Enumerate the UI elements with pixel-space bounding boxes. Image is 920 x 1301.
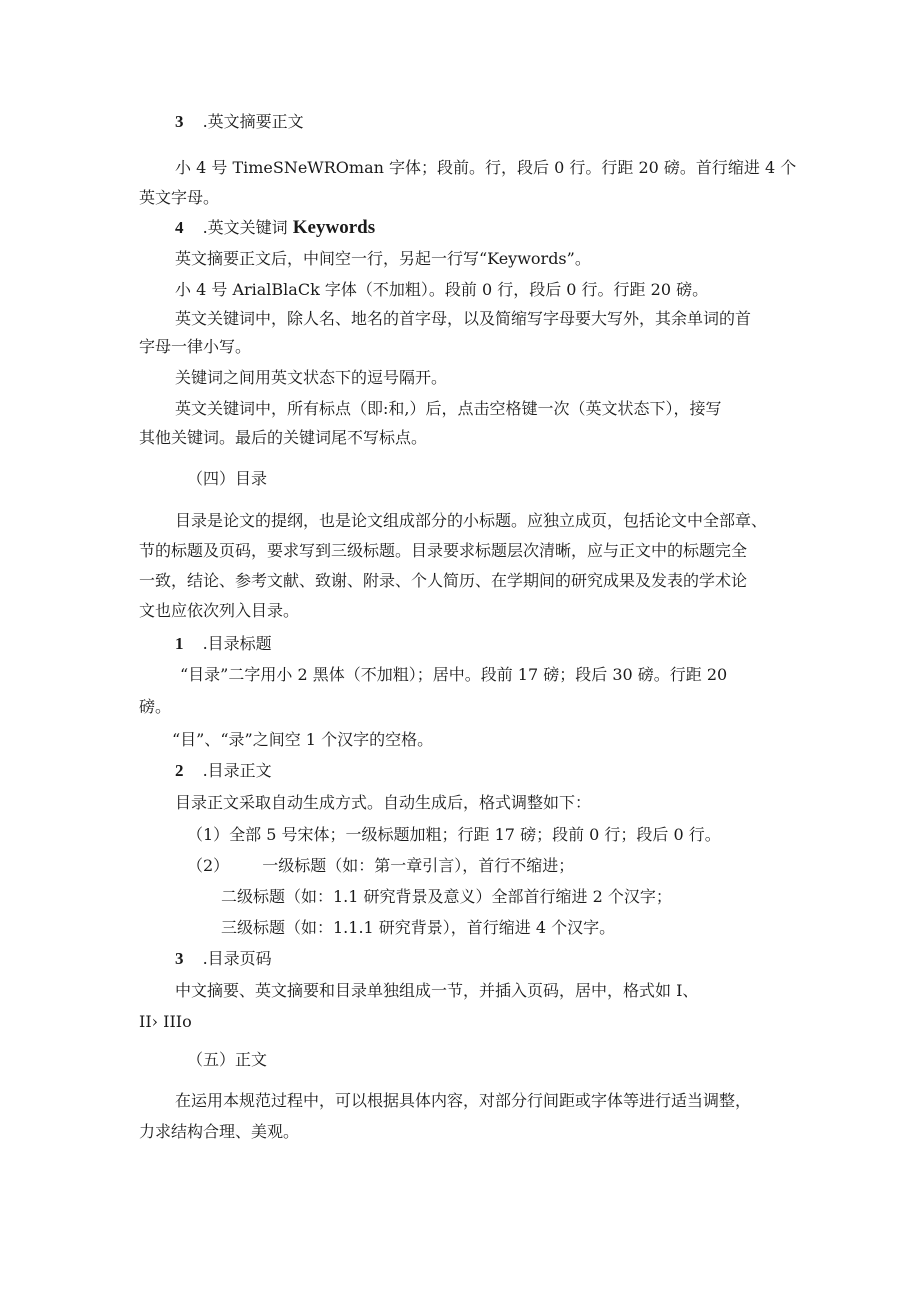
paragraph-line: 三级标题（如：1.1.1 研究背景），首行缩进 4 个汉字。 [221,918,616,937]
paragraph-line: “目录”二字用小 2 黑体（不加粗）；居中。段前 17 磅；段后 30 磅。行距 20 [180,665,728,684]
heading-text: .英文关键词 [202,218,288,237]
heading-en-abstract [175,111,304,133]
paragraph-line: （1）全部 5 号宋体；一级标题加粗；行距 17 磅；段前 0 行；段后 0 行。 [187,825,721,844]
paragraph-line: 在运用本规范过程中，可以根据具体内容，对部分行间距或字体等进行适当调整， [175,1091,752,1110]
paragraph-line: 小 4 号 ArialBlaCk 字体（不加粗）。段前 0 行，段后 0 行。行距 20 磅。 [175,280,709,299]
paragraph-line: “目”、“录”之间空 1 个汉字的空格。 [172,730,434,749]
heading-toc-body [175,760,272,782]
heading-toc-title [175,633,272,655]
heading-number: 4 [175,218,184,237]
heading-text: .目录正文 [202,761,272,780]
paragraph-line: 关键词之间用英文状态下的逗号隔开。 [175,368,448,387]
list-marker: （2） [187,856,230,875]
paragraph-line: 字母一律小写。 [139,337,252,356]
heading-text: .目录标题 [202,634,272,653]
heading-number: 3 [175,112,184,131]
heading-text: .英文摘要正文 [202,112,304,131]
paragraph-line: 中文摘要、英文摘要和目录单独组成一节，并插入页码，居中，格式如 I、 [175,981,699,1000]
paragraph-line: 文也应依次列入目录。 [139,601,300,620]
paragraph-line: 其他关键词。最后的关键词尾不写标点。 [139,428,428,447]
paragraph-line: 节的标题及页码，要求写到三级标题。目录要求标题层次清晰，应与正文中的标题完全 [139,541,748,560]
heading-keywords-en: Keywords [292,217,376,238]
paragraph-line: 力求结构合理、美观。 [139,1122,300,1141]
list-text: 一级标题（如：第一章引言），首行不缩进； [262,856,575,875]
section-heading-body: （五）正文 [187,1050,268,1069]
heading-toc-page-numbers [175,948,272,970]
heading-number: 3 [175,949,184,968]
section-heading-toc: （四）目录 [187,469,268,488]
paragraph-line: 英文字母。 [139,188,220,207]
paragraph-line: II› IIIo [139,1012,192,1031]
heading-keywords [175,217,375,239]
heading-number: 2 [175,761,184,780]
paragraph-line: 目录是论文的提纲，也是论文组成部分的小标题。应独立成页，包括论文中全部章、 [175,511,768,530]
paragraph-line: 一致，结论、参考文献、致谢、附录、个人简历、在学期间的研究成果及发表的学术论 [139,571,748,590]
paragraph-line: 英文关键词中，除人名、地名的首字母，以及简缩写字母要大写外，其余单词的首 [175,309,752,328]
paragraph-line: 磅。 [139,697,172,716]
heading-text: .目录页码 [202,949,272,968]
paragraph-line: 英文关键词中，所有标点（即:和,）后，点击空格键一次（英文状态下），接写 [175,399,722,418]
paragraph-line: 英文摘要正文后，中间空一行，另起一行写“Keywords”。 [175,249,591,268]
paragraph-line [187,855,574,877]
paragraph-line: 二级标题（如：1.1 研究背景及意义）全部首行缩进 2 个汉字； [221,887,672,906]
paragraph-line: 小 4 号 TimeSNeWROman 字体；段前。行，段后 0 行。行距 20 磅。首行缩进 4 个 [175,158,797,177]
paragraph-line: 目录正文采取自动生成方式。自动生成后，格式调整如下： [175,793,592,812]
heading-number: 1 [175,634,184,653]
